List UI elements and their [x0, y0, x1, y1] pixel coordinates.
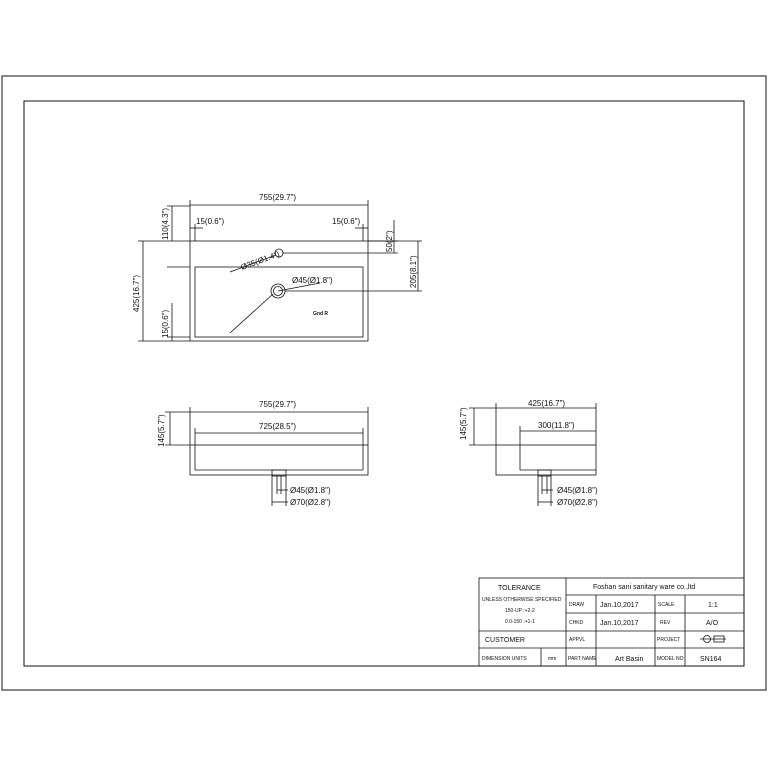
side-drain-outer: Ø70(Ø2.8") — [557, 498, 598, 507]
unless-specified: UNLESS OTHERWISE SPECIFIED — [482, 597, 562, 603]
top-back-rim: 110(4.3") — [161, 207, 170, 240]
front-drain-inner: Ø45(Ø1.8") — [290, 486, 331, 495]
dim-units-label: DIMENSION UNITS — [482, 656, 527, 662]
side-inner-depth: 300(11.8") — [538, 421, 575, 430]
rev-value: A/O — [706, 620, 719, 627]
side-height: 145(5.7") — [459, 407, 468, 440]
scale-value: 1:1 — [708, 602, 718, 609]
top-tap-hole-dia: Ø35(Ø1.4") — [239, 249, 281, 272]
sheet-inner-frame — [24, 101, 744, 666]
rev-label: REV — [660, 620, 671, 626]
part-name-label: PART NAME — [568, 656, 597, 662]
part-name-value: Art Basin — [615, 656, 644, 663]
model-no-value: SN164 — [700, 656, 722, 663]
draw-label: DRAW — [569, 602, 585, 608]
top-tap-offset: 50(2") — [385, 230, 394, 252]
brand-logo: Gnd R — [313, 311, 328, 317]
basin-inner-top — [195, 267, 363, 337]
top-view — [138, 200, 422, 341]
front-overall-width: 755(29.7") — [259, 400, 297, 409]
chkd-date: Jan.10,2017 — [600, 620, 639, 627]
model-no-label: MODEL NO — [657, 656, 684, 662]
tolerance-label: TOLERANCE — [498, 585, 541, 592]
side-overall-depth: 425(16.7") — [528, 399, 566, 408]
scale-label: SCALE — [658, 602, 675, 608]
tolerance-2: 0.0-150 :+1-1 — [505, 619, 535, 625]
dim-units-value: mm — [548, 656, 557, 662]
basin-outline-side — [496, 445, 596, 475]
draw-date: Jan.10,2017 — [600, 602, 639, 609]
front-height: 145(5.7") — [157, 414, 166, 447]
front-drain-outer: Ø70(Ø2.8") — [290, 498, 331, 507]
company-name: Foshan sani sanitary ware co.,ltd — [593, 584, 696, 591]
project-label: PROJECT — [657, 637, 681, 643]
customer-label: CUSTOMER — [485, 637, 525, 644]
top-left-margin: 15(0.6") — [196, 217, 225, 226]
front-inner-width: 725(28.5") — [259, 422, 297, 431]
side-drain-inner: Ø45(Ø1.8") — [557, 486, 598, 495]
sheet-outer-frame — [2, 76, 766, 690]
top-drain-offset: 205(8.1") — [409, 255, 418, 288]
tolerance-1: 150-UP :+2-2 — [505, 608, 535, 614]
top-right-margin: 15(0.6") — [332, 217, 361, 226]
top-overall-width: 755(29.7") — [259, 193, 297, 202]
top-drain-inner-dia: Ø45(Ø1.8") — [292, 276, 333, 285]
appvl-label: APPVL — [569, 637, 586, 643]
top-overall-depth: 425(16.7") — [132, 274, 141, 312]
top-front-rim: 15(0.6") — [161, 309, 170, 338]
basin-outline-front — [190, 445, 368, 475]
chkd-label: CHKD — [569, 620, 584, 626]
